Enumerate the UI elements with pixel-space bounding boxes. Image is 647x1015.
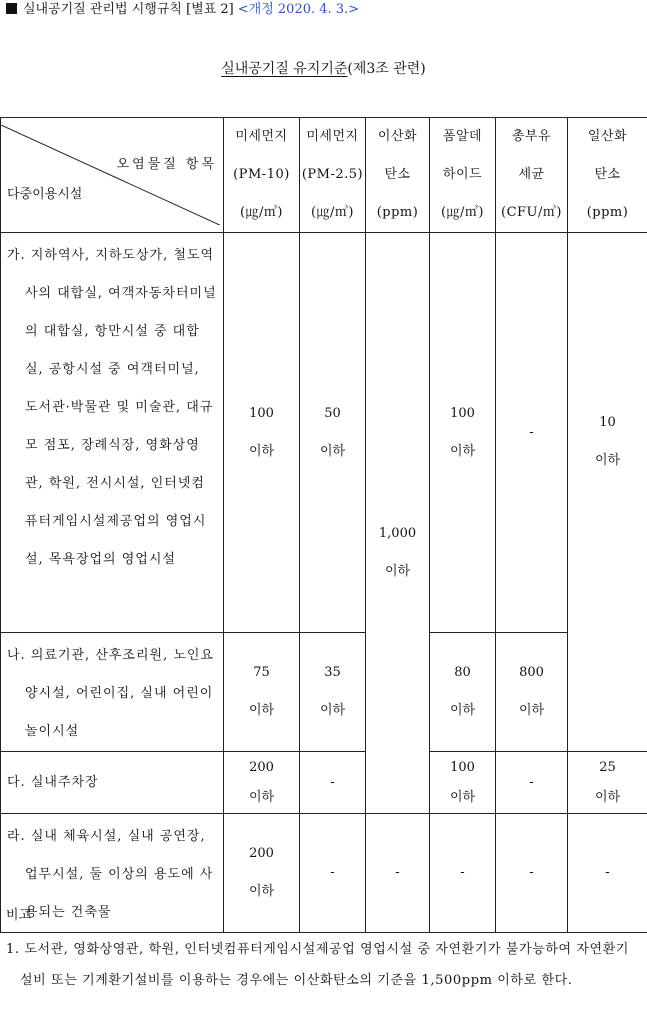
value: - <box>460 865 465 880</box>
col-unit: (㎍/㎥) <box>310 205 355 220</box>
col-header-co2 <box>366 118 430 233</box>
cell-bacteria <box>496 233 568 633</box>
cell-bacteria <box>496 633 568 752</box>
cell-co-shared <box>568 233 647 752</box>
value: - <box>529 774 534 790</box>
facility-header-label: 다중이용시설 <box>7 187 83 202</box>
col-header-pm10 <box>224 118 300 233</box>
col-sub: 탄소 <box>384 167 411 182</box>
cell-pm25 <box>300 752 366 814</box>
cell-hcho <box>430 752 496 814</box>
cell-bacteria <box>496 752 568 814</box>
corner-cell <box>1 118 224 233</box>
notes-title: 비고 <box>6 908 32 923</box>
value-qualifier: 이하 <box>384 564 411 579</box>
notes-section <box>6 906 642 996</box>
value-qualifier: 이하 <box>319 703 346 718</box>
table-row <box>1 633 647 752</box>
value-qualifier: 이하 <box>248 884 275 899</box>
value: - <box>330 774 335 790</box>
value-qualifier: 이하 <box>248 789 275 805</box>
cell-hcho <box>430 233 496 633</box>
value: 200 <box>249 846 274 861</box>
facility-cell-da <box>1 752 224 814</box>
cell-pm25 <box>300 633 366 752</box>
facility-cell-na <box>1 633 224 752</box>
diagonal-divider <box>1 125 223 225</box>
col-sub: 탄소 <box>594 167 621 182</box>
value: - <box>330 865 335 880</box>
revision-note: <개정 2020. 4. 3.> <box>237 2 360 17</box>
value: 80 <box>454 665 471 680</box>
value: 100 <box>249 405 274 421</box>
header-row <box>1 118 647 233</box>
note-item: 1. 도서관, 영화상영관, 학원, 인터넷컴퓨터게임시설제공업 영업시설 중 자연환기가 불가능하여 자연환기설비 또는 기계환기설비를 이용하는 경우에는 이산화탄소의 기준을 1,500ppm 이하로 한다. <box>6 942 630 988</box>
value: 100 <box>450 405 475 421</box>
value: 200 <box>249 759 274 775</box>
table-row <box>1 233 647 633</box>
value: 1,000 <box>378 526 417 541</box>
value-qualifier: 이하 <box>449 703 476 718</box>
pollutant-header-label: 오염물질 항목 <box>116 157 217 172</box>
table-row <box>1 752 647 814</box>
value: 100 <box>450 759 475 775</box>
col-sub: (PM-2.5) <box>301 167 364 182</box>
cell-pm10 <box>224 633 300 752</box>
header-title: 실내공기질 관리법 시행규칙 [별표 2] <box>23 2 234 17</box>
value: 35 <box>324 665 341 680</box>
cell-co <box>568 752 647 814</box>
col-header-pm25 <box>300 118 366 233</box>
facility-text: 다. 실내주차장 <box>7 774 99 790</box>
col-unit: (ppm) <box>586 205 629 220</box>
value: - <box>529 424 534 440</box>
cell-pm10 <box>224 752 300 814</box>
value-qualifier: 이하 <box>594 789 621 805</box>
value: - <box>529 865 534 880</box>
facility-cell-ga <box>1 233 224 633</box>
value: 50 <box>324 405 341 421</box>
document-title <box>0 58 647 78</box>
value-qualifier: 이하 <box>518 703 545 718</box>
col-header-bacteria <box>496 118 568 233</box>
value-qualifier: 이하 <box>248 703 275 718</box>
cell-co2-shared <box>366 233 430 814</box>
col-header-hcho <box>430 118 496 233</box>
value-qualifier: 이하 <box>449 789 476 805</box>
value: 800 <box>519 665 544 680</box>
value-qualifier: 이하 <box>319 443 346 459</box>
value: 10 <box>599 415 616 430</box>
title-main: 실내공기질 유지기준 <box>221 61 348 77</box>
cell-pm10 <box>224 233 300 633</box>
square-bullet-icon <box>6 3 17 14</box>
col-name: 미세먼지 <box>235 129 288 144</box>
document-header <box>6 0 359 20</box>
facility-text: 가. 지하역사, 지하도상가, 철도역사의 대합실, 여객자동차터미널의 대합실, 항만시설 중 대합실, 공항시설 중 여객터미널, 도서관·박물관 및 미술관, 대규모 점포, 장례식장, 영화상영관, 학원, 전시시설, 인터넷컴퓨터게임시설제공업의 영업시설, 목욕장업의 영업시설 <box>7 248 217 567</box>
value-qualifier: 이하 <box>594 453 621 468</box>
title-suffix: (제3조 관련) <box>347 61 426 77</box>
col-name: 이산화 <box>377 129 418 144</box>
value: - <box>605 865 610 880</box>
col-sub: (PM-10) <box>233 167 290 182</box>
col-unit: (㎍/㎥) <box>440 205 485 220</box>
standards-table <box>0 117 647 933</box>
value: 25 <box>599 759 616 775</box>
value-qualifier: 이하 <box>248 443 275 459</box>
value: - <box>395 865 400 880</box>
col-header-co <box>568 118 647 233</box>
col-name: 미세먼지 <box>306 129 359 144</box>
facility-text: 나. 의료기관, 산후조리원, 노인요양시설, 어린이집, 실내 어린이놀이시설 <box>7 648 215 739</box>
value: 75 <box>253 665 270 680</box>
col-sub: 세균 <box>518 167 545 182</box>
facility-text: 라. 실내 체육시설, 실내 공연장, 업무시설, 둘 이상의 용도에 사용되는 건축물 <box>7 829 214 920</box>
col-unit: (ppm) <box>376 205 419 220</box>
cell-hcho <box>430 633 496 752</box>
col-name: 일산화 <box>587 129 628 144</box>
col-unit: (CFU/㎥) <box>501 205 562 220</box>
col-sub: 하이드 <box>442 167 483 182</box>
value-qualifier: 이하 <box>449 443 476 459</box>
col-name: 총부유 <box>511 129 552 144</box>
cell-pm25 <box>300 233 366 633</box>
col-name: 폼알데 <box>442 129 483 144</box>
col-unit: (㎍/㎥) <box>239 205 284 220</box>
